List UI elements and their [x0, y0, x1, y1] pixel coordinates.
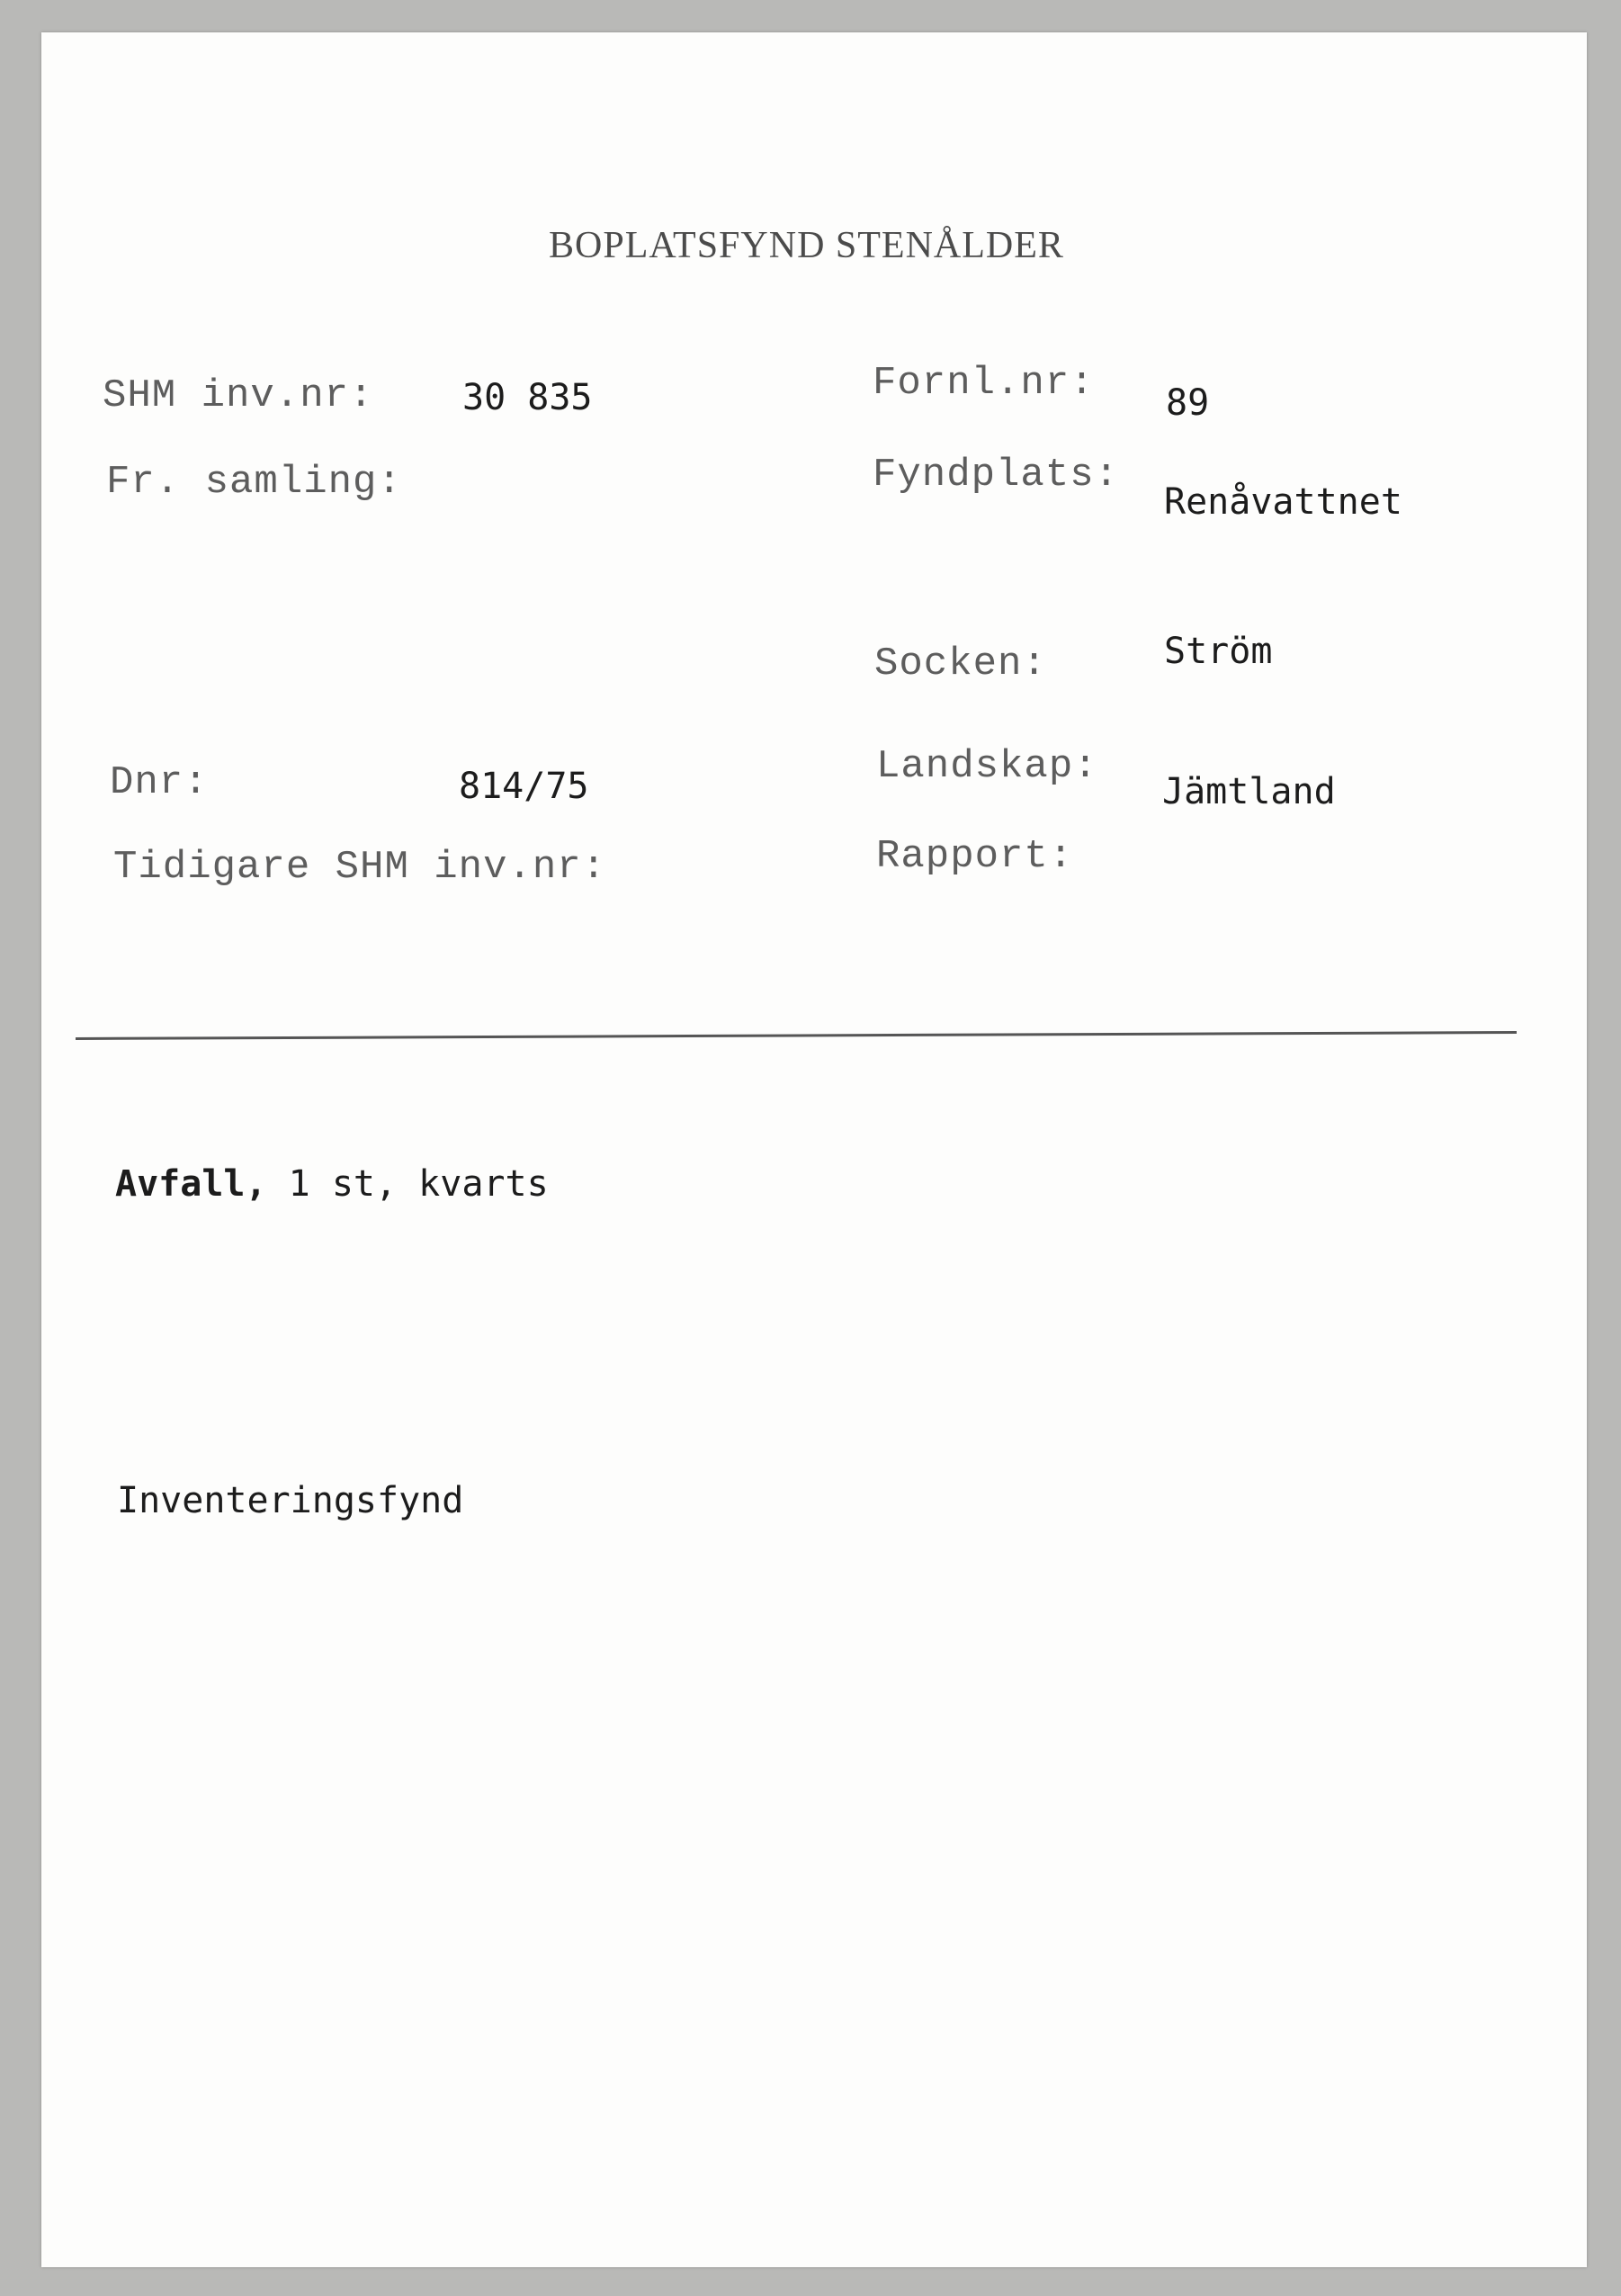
label-socken: Socken:: [874, 641, 1047, 686]
label-landskap: Landskap:: [876, 744, 1098, 789]
label-dnr: Dnr:: [110, 760, 209, 805]
card-title: BOPLATSFYND STENÅLDER: [549, 225, 1064, 266]
value-fyndplats: Renåvattnet: [1164, 481, 1402, 523]
label-rapport: Rapport:: [876, 834, 1074, 879]
value-shm-inv-nr: 30 835: [462, 377, 593, 418]
label-fr-samling: Fr. samling:: [106, 460, 402, 505]
label-fyndplats: Fyndplats:: [873, 453, 1120, 498]
value-landskap: Jämtland: [1162, 771, 1336, 812]
label-tidigare-shm-inv-nr: Tidigare SHM inv.nr:: [113, 845, 607, 890]
find-entry: [115, 1163, 549, 1205]
value-dnr: 814/75: [459, 766, 589, 807]
value-fornl-nr: 89: [1166, 382, 1210, 424]
value-socken: Ström: [1164, 631, 1273, 672]
find-description: 1 st, kvarts: [266, 1163, 549, 1205]
label-shm-inv-nr: SHM inv.nr:: [103, 373, 374, 418]
catalog-card: [41, 32, 1587, 2267]
label-fornl-nr: Fornl.nr:: [873, 361, 1095, 406]
find-type: Avfall,: [115, 1163, 267, 1205]
find-note: Inventeringsfynd: [117, 1480, 464, 1521]
